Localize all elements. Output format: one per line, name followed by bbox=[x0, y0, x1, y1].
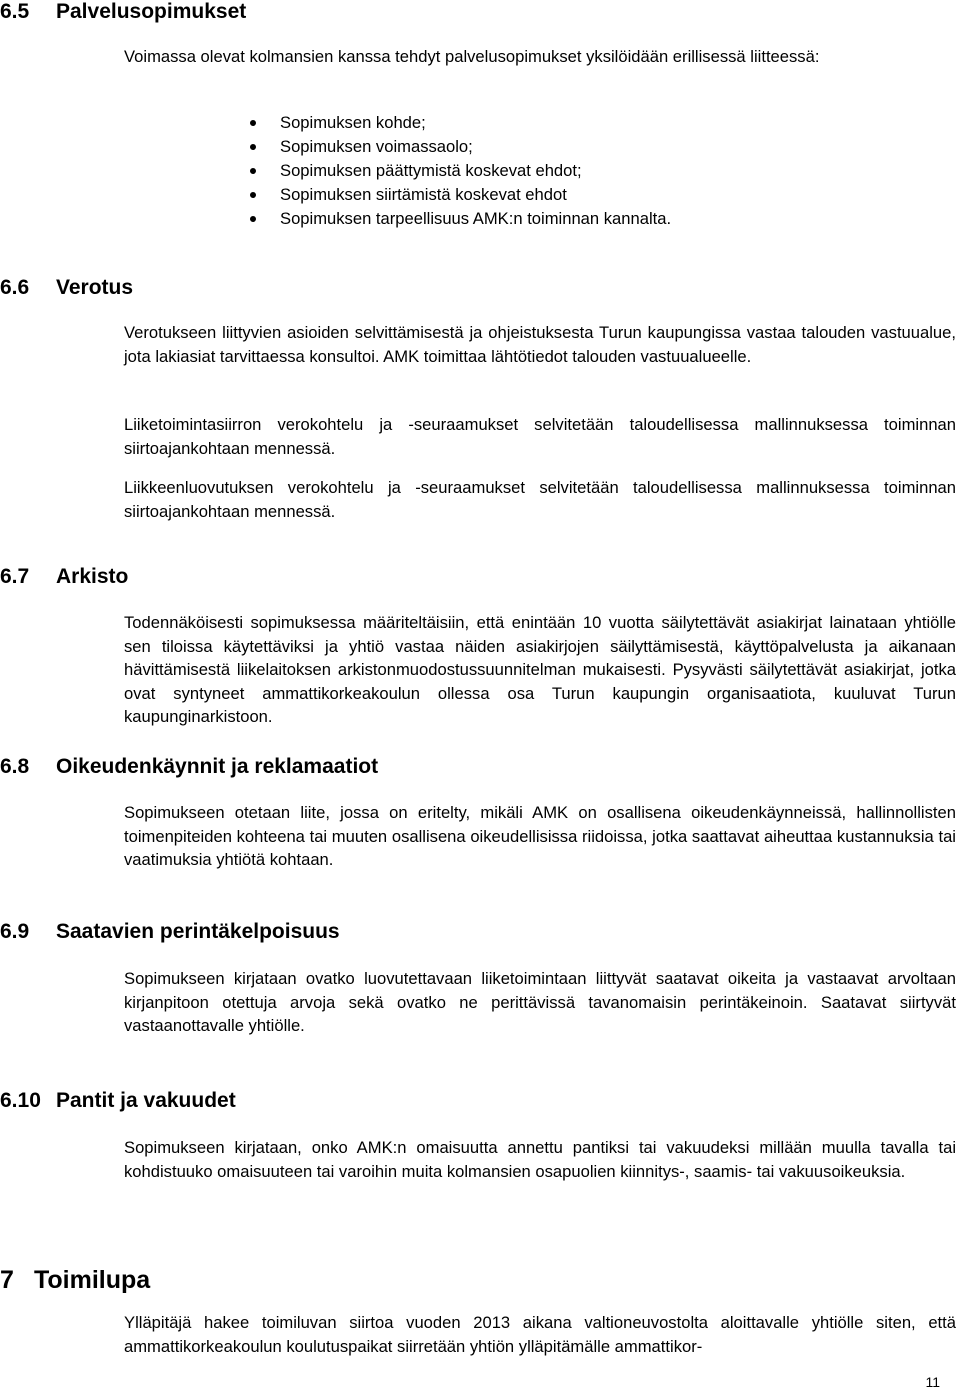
list-item: Sopimuksen kohde; bbox=[250, 111, 671, 135]
paragraph-6-5-intro: Voimassa olevat kolmansien kanssa tehdyt palvelusopimukset yksilöidään erillisessä liitteessä: bbox=[124, 47, 820, 66]
heading-title: Arkisto bbox=[56, 565, 129, 588]
heading-6-8 bbox=[0, 755, 378, 779]
heading-number: 6.8 bbox=[0, 755, 30, 778]
paragraph-6-6-1: Verotukseen liittyvien asioiden selvittämisestä ja ohjeistuksesta Turun kaupungissa vastaa talouden vastuualue, jota lakiasiat tarvittaessa konsultoi. AMK toimittaa lähtötiedot talouden vastuualueelle. bbox=[124, 323, 956, 366]
paragraph-6-10: Sopimukseen kirjataan, onko AMK:n omaisuutta annettu pantiksi tai vakuudeksi millään muulla tavalla tai kohdistuuko omaisuuteen tai varoihin muita kolmansien osapuolien kiinnitys-, saamis- tai vakuusoikeuksia. bbox=[124, 1138, 956, 1181]
bullet-icon bbox=[250, 192, 256, 198]
bullet-icon bbox=[250, 168, 256, 174]
heading-number: 6.9 bbox=[0, 920, 30, 943]
heading-number: 6.6 bbox=[0, 276, 30, 299]
paragraph-6-6-3: Liikkeenluovutuksen verokohtelu ja -seuraamukset selvitetään taloudellisessa mallinnuksessa toiminnan siirtoajankohtaan mennessä. bbox=[124, 478, 956, 521]
paragraph-7: Ylläpitäjä hakee toimiluvan siirtoa vuoden 2013 aikana valtioneuvostolta aloittavalle yhtiölle siten, että ammattikorkeakoulun koulutuspaikat siirretään yhtiön ylläpitämälle ammattikor- bbox=[124, 1313, 956, 1356]
bullet-icon bbox=[250, 216, 256, 222]
heading-6-6 bbox=[0, 276, 133, 300]
list-item: Sopimuksen voimassaolo; bbox=[250, 135, 671, 159]
heading-6-10 bbox=[0, 1089, 236, 1113]
paragraph-6-6-2: Liiketoimintasiirron verokohtelu ja -seuraamukset selvitetään taloudellisessa mallinnuksessa toiminnan siirtoajankohtaan mennessä. bbox=[124, 415, 956, 458]
heading-7 bbox=[0, 1266, 150, 1294]
paragraph-6-9: Sopimukseen kirjataan ovatko luovutettavaan liiketoimintaan liittyvät saatavat oikeita ja vastaavat arvoltaan kirjanpitoon otettuja arvoja sekä ovatko ne perittävissä tavanomaisin perintäkeinoin. Saatavat siirtyvät vastaanottavalle yhtiölle. bbox=[124, 969, 956, 1035]
heading-number: 7 bbox=[0, 1266, 14, 1294]
bullet-icon bbox=[250, 120, 256, 126]
bullet-list-6-5 bbox=[250, 111, 671, 231]
list-item: Sopimuksen päättymistä koskevat ehdot; bbox=[250, 159, 671, 183]
list-item: Sopimuksen siirtämistä koskevat ehdot bbox=[250, 183, 671, 207]
paragraph-6-7: Todennäköisesti sopimuksessa määriteltäisiin, että enintään 10 vuotta säilytettävät asiakirjat lainataan yhtiölle sen tiloissa käytettäviksi ja yhtiö vastaa näiden asiakirjojen säilyttämisestä, käyttöpalvelusta ja aikanaan hävittämisestä liikelaitoksen arkistonmuodostussuunnitelman mukaisesti. Pysyvästi säilytettävät asiakirjat, jotka ovat syntyneet ammattikorkeakoulun ollessa osa Turun kaupungin organisaatiota, kuuluvat Turun kaupunginarkistoon. bbox=[124, 613, 956, 726]
heading-6-7 bbox=[0, 565, 128, 589]
heading-number: 6.10 bbox=[0, 1089, 41, 1112]
heading-number: 6.7 bbox=[0, 565, 30, 588]
heading-title: Verotus bbox=[56, 276, 134, 299]
heading-title: Pantit ja vakuudet bbox=[56, 1089, 236, 1112]
heading-title: Oikeudenkäynnit ja reklamaatiot bbox=[56, 755, 379, 778]
page-number: 11 bbox=[925, 1374, 940, 1390]
heading-title: Palvelusopimukset bbox=[56, 0, 247, 23]
list-item: Sopimuksen tarpeellisuus AMK:n toiminnan kannalta. bbox=[250, 207, 671, 231]
heading-number: 6.5 bbox=[0, 0, 30, 23]
bullet-icon bbox=[250, 144, 256, 150]
heading-6-5 bbox=[0, 0, 246, 24]
paragraph-6-8: Sopimukseen otetaan liite, jossa on eritelty, mikäli AMK on osallisena oikeudenkäynneissä, hallinnollisten toimenpiteiden kohteena tai muuten osallisena oikeudellisissa riidoissa, jotka saattavat aiheuttaa kustannuksia tai vaatimuksia yhtiötä kohtaan. bbox=[124, 803, 956, 869]
heading-title: Saatavien perintäkelpoisuus bbox=[56, 920, 340, 943]
heading-title: Toimilupa bbox=[34, 1266, 151, 1294]
heading-6-9 bbox=[0, 920, 340, 944]
